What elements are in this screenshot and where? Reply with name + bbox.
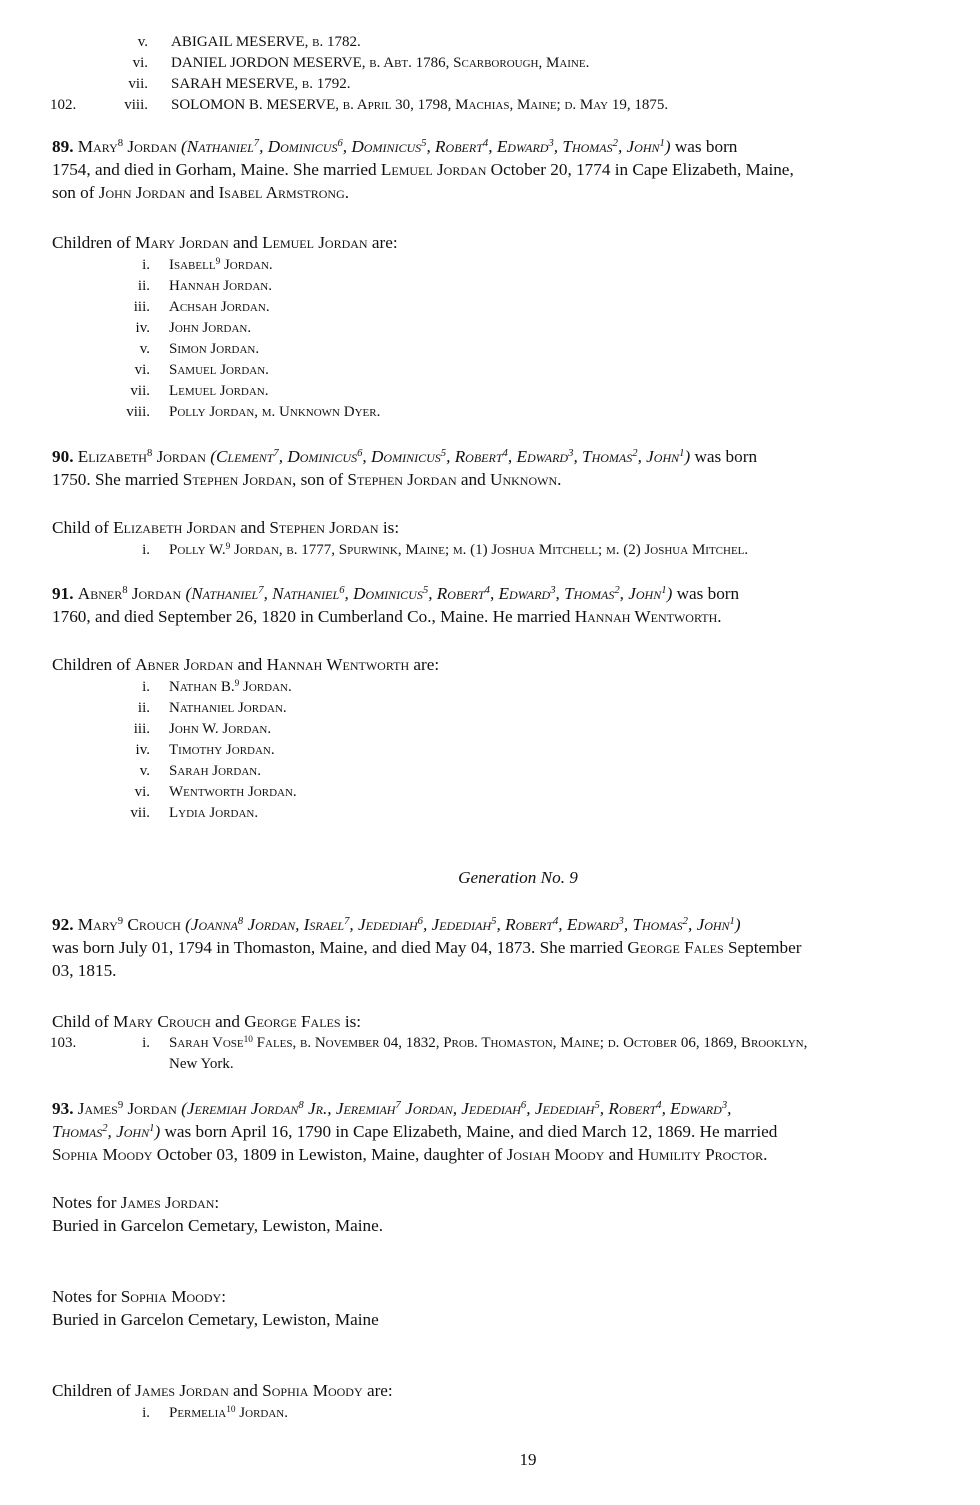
person-surname: Jordan <box>131 584 182 603</box>
entry-number: 92. <box>52 915 74 934</box>
entry-90: 90. Elizabeth$^8$ Jordan (Clement$^7$, Dominicus$^6$, Dominicus$^5$, Robert$^4$, Edward$^3$, Thomas$^2$, John$^1$) was born 1750. She married Stephen Jordan, son of Stephen Jordan and Unknown. <box>52 447 758 489</box>
notes-text: Buried in Garcelon Cemetary, Lewiston, Maine. <box>52 1216 384 1235</box>
children-heading: Children of Abner Jordan and Hannah Wentworth are: <box>52 655 440 674</box>
generation-superscript: 8 <box>117 138 124 150</box>
list-ref-number: 102. <box>50 97 77 113</box>
list-text: SOLOMON B. MESERVE, b. April 30, 1798, Machias, Maine; d. May 19, 1875. <box>171 97 669 113</box>
person-name: James <box>77 1099 118 1118</box>
generation-heading: Generation No. 9 <box>458 868 578 887</box>
person-surname: Jordan <box>127 1099 177 1118</box>
person-surname: Jordan <box>127 137 177 156</box>
document-page: v. ABIGAIL MESERVE, b. 1782. vi. DANIEL JORDON MESERVE, b. Abt. 1786, Scarborough, Maine. vii. SARAH MESERVE, b. 1792. 102. viii. SOLOMON B. MESERVE, b. April 30, 1798, Machias, Maine; d. May 19, 1875. 89. Mary$^8$ Jordan (Nathaniel$^7$, Dominicus$^6$, Dominicus$^5$, Robert$^4$, Edward$^3$, Thomas$^2$, John$^1$) was born 1754, and died in Gorham, Maine. She married Lemuel Jordan October 20, 1774 in Cape Elizabeth, Maine, son of John Jordan and Isabel Armstrong. Children of Mary Jordan and Lemuel Jordan are: i. Isabell$^9$ Jordan. ii. Hannah Jordan. iii. Achsah Jordan. iv. John Jordan. v. Simon Jordan. vi. Samuel Jordan. vii. Lemuel Jordan. viii. Polly Jordan, m. Unknown Dyer. 90. Elizabeth$^8$ Jordan (Clement$^7$, Dominicus$^6$, Dominicus$^5$, Robert$^4$, Edward$^3$, Thomas$^2$, John$^1$) was born 1750. She married Stephen Jordan, son of Stephen Jordan and Unknown. Child of Elizabeth Jordan and Stephen Jordan is: i. Polly W.$^9$ Jordan, b. 1777, Spurwink, Maine; m. (1) Joshua Mitchell; m. (2) Joshua Mitchel. 91. Abner$^8$ Jordan (Nathaniel$^7$, Nathaniel$^6$, Dominicus$^5$, Robert$^4$, Edward$^3$, Thomas$^2$, John$^1$) was born 1760, and died September 26, 1820 in Cumberland Co., Maine. He married Hannah Wentworth. Children of Abner Jordan and Hannah Wentworth are: i. Nathan B.$^9$ Jordan. ii. Nathaniel Jordan. iii. John W. Jordan. iv. Timothy Jordan. v. Sarah Jordan. vi. Wentworth Jordan. vii. Lydia Jordan. Generation No. 9 92. Mary$^9$ Crouch (Joanna$^8$ Jordan, Israel$^7$, Jedediah$^6$, Jedediah$^5$, Robert$^4$, Edward$^3$, Thomas$^2$, John$^1$) was born July 01, 1794 in Thomaston, Maine, and died May 04, 1873. She married George Fales September 03, 1815. Child of Mary Crouch and George Fales is: 103. i. Sarah Vose$^{10}$ Fales, b. November 04, 1832, Prob. Thomaston, Maine; d. October 06, 1869, Brooklyn, New York. 93. James$^9$ Jordan (Jeremiah Jordan$^8$ Jr., Jeremiah$^7$ Jordan, Jedediah$^6$, Jedediah$^5$, Robert$^4$, Edward$^3$, Thomas$^2$, John$^1$) was born April 16, 1790 in Cape Elizabeth, Maine, and died March 12, 1869. He married Sophia Moody October 03, 1809 in Lewiston, Maine, daughter of Josiah Moody and Humility Proctor. Notes for James Jordan: Buried in Garcelon Cemetary, Lewiston, Maine. Notes for Sophia Moody: Buried in Garcelon Cemetary, Lewiston, Maine Children of James Jordan and Sophia Moody are: i. Permelia$^{10}$ Jordan. 19 <box>0 0 980 1505</box>
entry-number: 89. <box>52 137 74 156</box>
entry-92: 92. Mary$^9$ Crouch (Joanna$^8$ Jordan, Israel$^7$, Jedediah$^6$, Jedediah$^5$, Robert$^4$, Edward$^3$, Thomas$^2$, John$^1$) was born July 01, 1794 in Thomaston, Maine, and died May 04, 1873. She married George Fales September 03, 1815. <box>52 915 802 980</box>
person-name: Mary <box>77 915 118 934</box>
ancestry: (Clement$^7$, Dominicus$^6$, Dominicus$^5$, Robert$^4$, Edward$^3$, Thomas$^2$, John$^1$) <box>210 447 691 466</box>
entry-number: 93. <box>52 1099 74 1118</box>
children-heading: Children of James Jordan and Sophia Moody are: <box>52 1381 393 1400</box>
ancestry: (Nathaniel$^7$, Nathaniel$^6$, Dominicus$^5$, Robert$^4$, Edward$^3$, Thomas$^2$, John$^1$) <box>185 584 673 603</box>
notes-text: Buried in Garcelon Cemetary, Lewiston, Maine <box>52 1310 379 1329</box>
entry-91: 91. Abner$^8$ Jordan (Nathaniel$^7$, Nathaniel$^6$, Dominicus$^5$, Robert$^4$, Edward$^3$, Thomas$^2$, John$^1$) was born 1760, and died September 26, 1820 in Cumberland Co., Maine. He married Hannah Wentworth. <box>52 584 740 626</box>
list-roman: v. <box>137 34 148 50</box>
person-name: Elizabeth <box>77 447 147 466</box>
child-heading: Child of Mary Crouch and George Fales is: <box>52 1012 362 1031</box>
list-text: SARAH MESERVE, b. 1792. <box>171 76 351 92</box>
list-ref-number: 103. <box>50 1035 77 1051</box>
person-name: Abner <box>77 584 123 603</box>
ancestry: (Nathaniel$^7$, Dominicus$^6$, Dominicus$^5$, Robert$^4$, Edward$^3$, Thomas$^2$, John$^1$) <box>181 137 671 156</box>
notes-heading: Notes for James Jordan: <box>52 1193 220 1212</box>
entry-93: 93. James$^9$ Jordan (Jeremiah Jordan$^8$ Jr., Jeremiah$^7$ Jordan, Jedediah$^6$, Jedediah$^5$, Robert$^4$, Edward$^3$, Thomas$^2$, John$^1$) was born April 16, 1790 in Cape Elizabeth, Maine, and died March 12, 1869. He married Sophia Moody October 03, 1809 in Lewiston, Maine, daughter of Josiah Moody and Humility Proctor. <box>52 1099 778 1164</box>
list-roman: vii. <box>128 76 148 92</box>
page-number: 19 <box>519 1450 537 1469</box>
entry-89: 89. Mary$^8$ Jordan (Nathaniel$^7$, Dominicus$^6$, Dominicus$^5$, Robert$^4$, Edward$^3$, Thomas$^2$, John$^1$) was born 1754, and died in Gorham, Maine. She married Lemuel Jordan October 20, 1774 in Cape Elizabeth, Maine, son of John Jordan and Isabel Armstrong. <box>52 137 794 202</box>
ancestry: (Jeremiah Jordan$^8$ Jr., Jeremiah$^7$ Jordan, Jedediah$^6$, Jedediah$^5$, Robert$^4$, Edward$^3$, Thomas$^2$, John$^1$) <box>52 1099 732 1141</box>
person-name: Mary <box>77 137 118 156</box>
ancestry: (Joanna$^8$ Jordan, Israel$^7$, Jedediah$^6$, Jedediah$^5$, Robert$^4$, Edward$^3$, Thomas$^2$, John$^1$) <box>185 915 741 934</box>
entry-number: 91. <box>52 584 74 603</box>
notes-heading: Notes for Sophia Moody: <box>52 1287 226 1306</box>
list-text: DANIEL JORDON MESERVE, b. Abt. 1786, Scarborough, Maine. <box>171 55 590 71</box>
list-text: ABIGAIL MESERVE, b. 1782. <box>171 34 361 50</box>
children-heading: Children of Mary Jordan and Lemuel Jordan are: <box>52 233 398 252</box>
entry-number: 90. <box>52 447 74 466</box>
list-roman: viii. <box>124 97 148 113</box>
person-surname: Jordan <box>156 447 206 466</box>
person-surname: Crouch <box>127 915 181 934</box>
list-roman: vi. <box>132 55 148 71</box>
child-heading: Child of Elizabeth Jordan and Stephen Jordan is: <box>52 518 400 537</box>
